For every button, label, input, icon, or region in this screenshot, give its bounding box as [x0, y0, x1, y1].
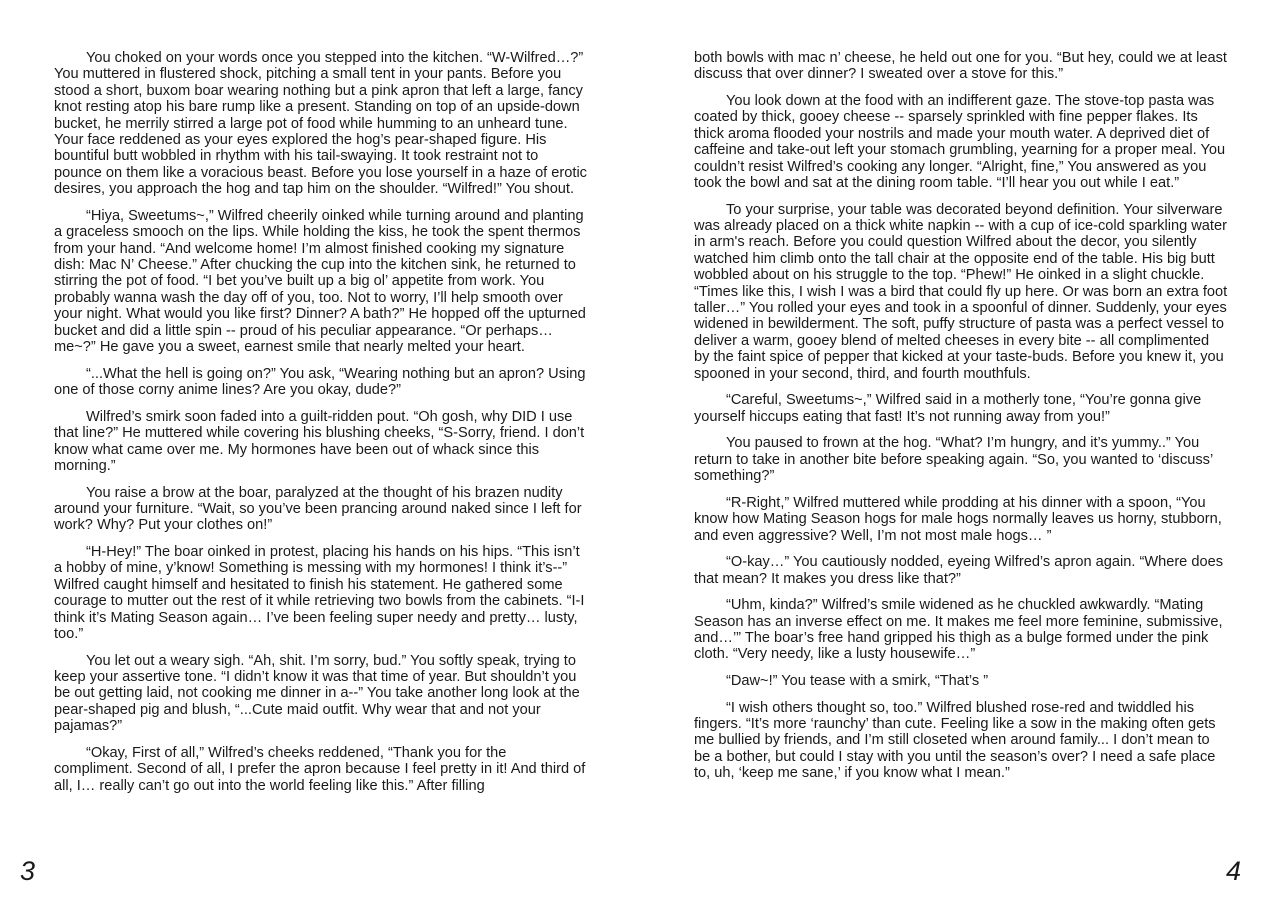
paragraph: “O-kay…” You cautiously nodded, eyeing Wilfred’s apron again. “Where does that mean? It makes you dress like that?”: [694, 554, 1223, 587]
page-4-text-column: [694, 50, 1228, 792]
page-number: 3: [20, 856, 36, 886]
paragraph: You look down at the food with an indifferent gaze. The stove-top pasta was coated by thick, gooey cheese -- sparsely sprinkled with fine pepper flakes. Its thick aroma flooded your nostrils and made your mouth water. A deprived diet of caffeine and take-out left your stomach grumbling, yearning for a proper meal. You couldn’t resist Wilfred’s cooking any longer. “Alright, fine,” You answered as you took the bowl and sat at the dining room table. “I’ll hear you out while I eat.”: [694, 93, 1226, 192]
paragraph: “Okay, First of all,” Wilfred’s cheeks reddened, “Thank you for the compliment. Second of all, I prefer the apron because I feel pretty in it! And third of all, I… really can’t go out into the world feeling like this.” After filling: [54, 744, 586, 794]
paragraph: “R-Right,” Wilfred muttered while prodding at his dinner with a spoon, “You know how Mating Season hogs for male hogs normally leaves us horny, stubborn, and even aggressive? Well, I’m not most male hogs… ”: [694, 494, 1222, 544]
paragraph: You paused to frown at the hog. “What? I’m hungry, and it’s yummy..” You return to take in another bite before speaking again. “So, you wanted to ‘discuss’ something?”: [694, 435, 1213, 485]
paragraph: “Uhm, kinda?” Wilfred’s smile widened as he chuckled awkwardly. “Mating Season has an inverse effect on me. It makes me feel more feminine, submissive, and…’” The boar’s free hand gripped his thigh as a bulge formed under the pink cloth. “Very needy, like a lusty housewife…”: [694, 597, 1223, 663]
paragraph: To your surprise, your table was decorated beyond definition. Your silverware was already placed on a thick white napkin -- with a cup of ice-cold sparkling water in arm's reach. Before you could question Wilfred about the decor, you silently watched him climb onto the tall chair at the opposite end of the table. His big butt wobbled about on his struggle to the top. “Phew!” He oinked in a slight chuckle. “Times like this, I wish I was a bird that could fly up here. Or was born an extra foot taller…” You rolled your eyes and took in a spoonful of dinner. Suddenly, your eyes widened in bewilderment. The soft, puffy structure of pasta was a perfect vessel to deliver a warm, gooey blend of melted cheeses in every bite -- all complimented by the faint spice of pepper that kicked at your taste-buds. Before you knew it, you spooned in your second, third, and fourth mouthfuls.: [694, 201, 1228, 382]
paragraph: You choked on your words once you stepped into the kitchen. “W-Wilfred…?” You muttered in flustered shock, pitching a small tent in your pants. Before you stood a short, buxom boar wearing nothing but a pink apron that left a large, fancy knot resting atop his bare rump like a present. Standing on top of an upside-down bucket, he merrily stirred a large pot of food while humming to an unheard tune. Your face reddened as your eyes explored the hog’s pear-shaped figure. His bountiful butt wobbled in rhythm with his tail-swaying. It took restraint not to pounce on them like a voracious beast. Before you lose yourself in a haze of erotic desires, you approach the hog and tap him on the shoulder. “Wilfred!” You shout.: [54, 50, 587, 198]
paragraph: “Daw~!” You tease with a smirk, “That’s ”: [726, 672, 989, 689]
page-number: 4: [1226, 856, 1242, 886]
paragraph: You raise a brow at the boar, paralyzed at the thought of his brazen nudity around your furniture. “Wait, so you’ve been prancing around naked since I left for work? Why? Put your clothes on!”: [54, 484, 582, 534]
paragraph: “I wish others thought so, too.” Wilfred blushed rose-red and twiddled his fingers. “It’s more ‘raunchy’ than cute. Feeling like a sow in the making often gets me bullied by friends, and I’m still closeted when around family... I don’t mean to be a bother, but could I stay with you until the season’s over? I need a safe place to, uh, ‘keep me sane,’ if you know what I mean.”: [694, 699, 1216, 782]
page-3-text-column: [54, 50, 588, 804]
paragraph-continued: both bowls with mac n’ cheese, he held out one for you. “But hey, could we at least discuss that over dinner? I sweated over a stove for this.”: [694, 50, 1227, 83]
paragraph: “...What the hell is going on?” You ask, “Wearing nothing but an apron? Using one of those corny anime lines? Are you okay, dude?”: [54, 365, 586, 399]
paragraph: “Hiya, Sweetums~,” Wilfred cheerily oinked while turning around and planting a graceless smooch on the lips. While holding the kiss, he took the spent thermos from your hand. “And welcome home! I’m almost finished cooking my signature dish: Mac N’ Cheese.” After chucking the cup into the kitchen sink, he returned to stirring the pot of food. “I bet you’ve built up a big ol’ appetite from work. You probably wanna wash the day off of you, too. Not to worry, I’ll help smooth over your night. What would you like first? Dinner? A bath?” He hopped off the upturned bucket and did a little spin -- proud of his peculiar appearance. “Or perhaps… me~?” He gave you a sweet, earnest smile that nearly melted your heart.: [54, 207, 586, 356]
paragraph: “Careful, Sweetums~,” Wilfred said in a motherly tone, “You’re gonna give yourself hiccups eating that fast! It’s not running away from you!”: [694, 392, 1202, 425]
paragraph: Wilfred’s smirk soon faded into a guilt-ridden pout. “Oh gosh, why DID I use that line?” He muttered while covering his blushing cheeks, “S-Sorry, friend. I don’t know what came over me. My hormones have been out of whack since this morning.”: [54, 408, 585, 474]
paragraph: “H-Hey!” The boar oinked in protest, placing his hands on his hips. “This isn’t a hobby of mine, y’know! Something is messing with my hormones! I think it’s--” Wilfred caught himself and hesitated to finish his statement. He gathered some courage to mutter out the rest of it while retrieving two bowls from the cabinets. “I-I think it’s Mating Season again… I’ve been feeling super needy and pretty… lusty, too.”: [54, 543, 585, 642]
paragraph: You let out a weary sigh. “Ah, shit. I’m sorry, bud.” You softly speak, trying to keep your assertive tone. “I didn’t know it was that time of year. But shouldn’t you be out getting laid, not cooking me dinner in a--” You take another long look at the pear-shaped pig and blush, “...Cute maid outfit. Why wear that and not your pajamas?”: [54, 652, 580, 735]
